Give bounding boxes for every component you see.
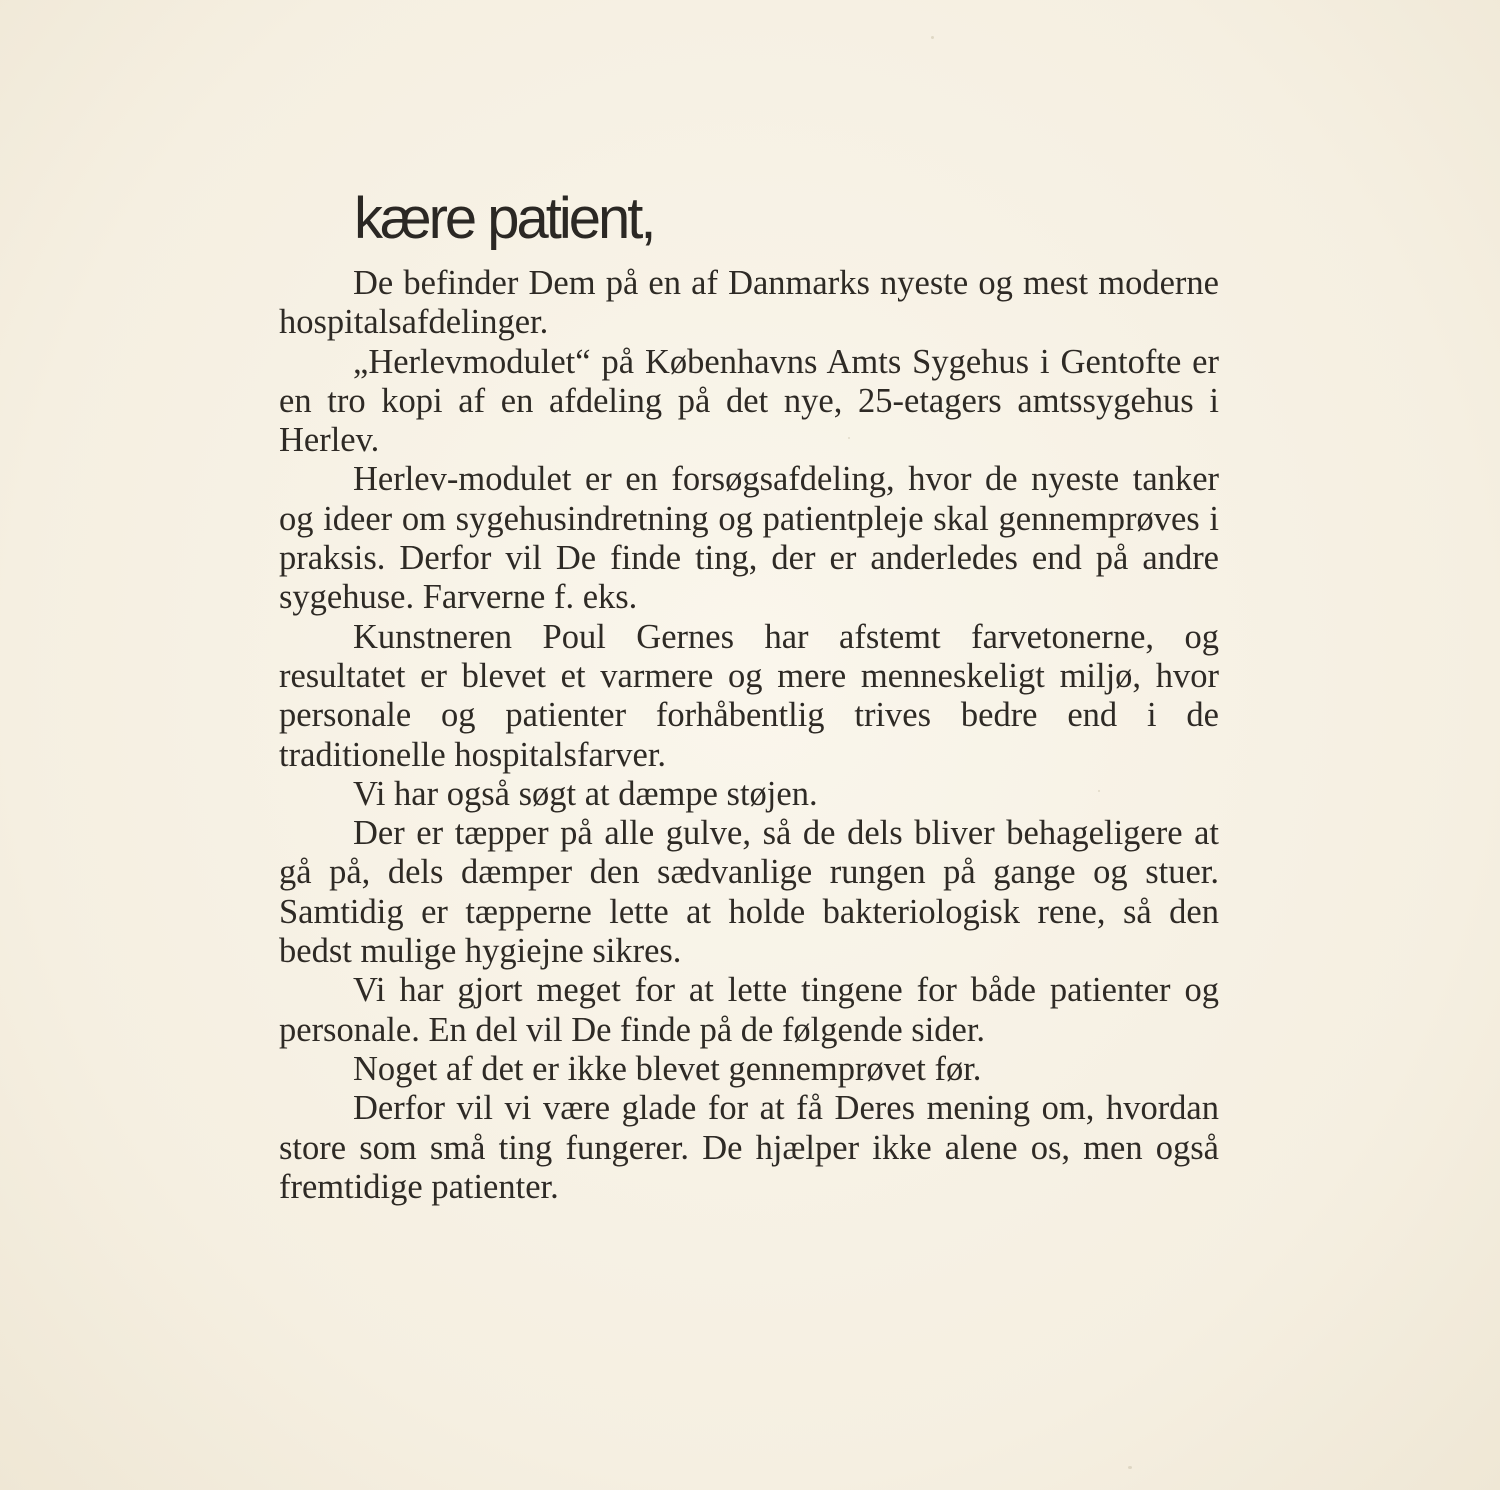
paragraph: „Herlevmodulet“ på Københavns Amts Sygehus i Gentofte er en tro kopi af en afdeling på det nye, 25-etagers amtssygehus i Herlev.	[279, 342, 1219, 460]
paragraph: Kunstneren Poul Gernes har afstemt farvetonerne, og resultatet er blevet et varmere og mere menneskeligt miljø, hvor personale og patienter forhåbentlig trives bedre end i de traditionelle hospitalsfarver.	[279, 617, 1219, 774]
paper-speck	[1128, 1466, 1132, 1469]
paper-speck	[931, 36, 934, 39]
paragraph: Herlev-modulet er en forsøgsafdeling, hvor de nyeste tanker og ideer om sygehusindretning og patientpleje skal gennemprøves i praksis. Derfor vil De finde ting, der er anderledes end på andre sygehuse. Farverne f. eks.	[279, 460, 1219, 617]
letter-body	[279, 264, 1219, 1207]
page-title: kære patient,	[354, 186, 654, 251]
paragraph: Noget af det er ikke blevet gennemprøvet før.	[353, 1049, 982, 1088]
paragraph: Derfor vil vi være glade for at få Deres mening om, hvordan store som små ting fungerer. De hjælper ikke alene os, men også fremtidige patienter.	[279, 1089, 1219, 1206]
paragraph: Der er tæpper på alle gulve, så de dels bliver behageligere at gå på, dels dæmper den sædvanlige rungen på gange og stuer. Samtidig er tæpperne lette at holde bakteriologisk rene, så den bedst mulige hygiejne sikres.	[279, 814, 1219, 971]
paragraph: Vi har gjort meget for at lette tingene for både patienter og personale. En del vil De finde på de følgende sider.	[279, 971, 1219, 1049]
paragraph: Vi har også søgt at dæmpe støjen.	[353, 774, 818, 813]
paragraph: De befinder Dem på en af Danmarks nyeste og mest moderne hospitalsafdelinger.	[279, 264, 1219, 342]
